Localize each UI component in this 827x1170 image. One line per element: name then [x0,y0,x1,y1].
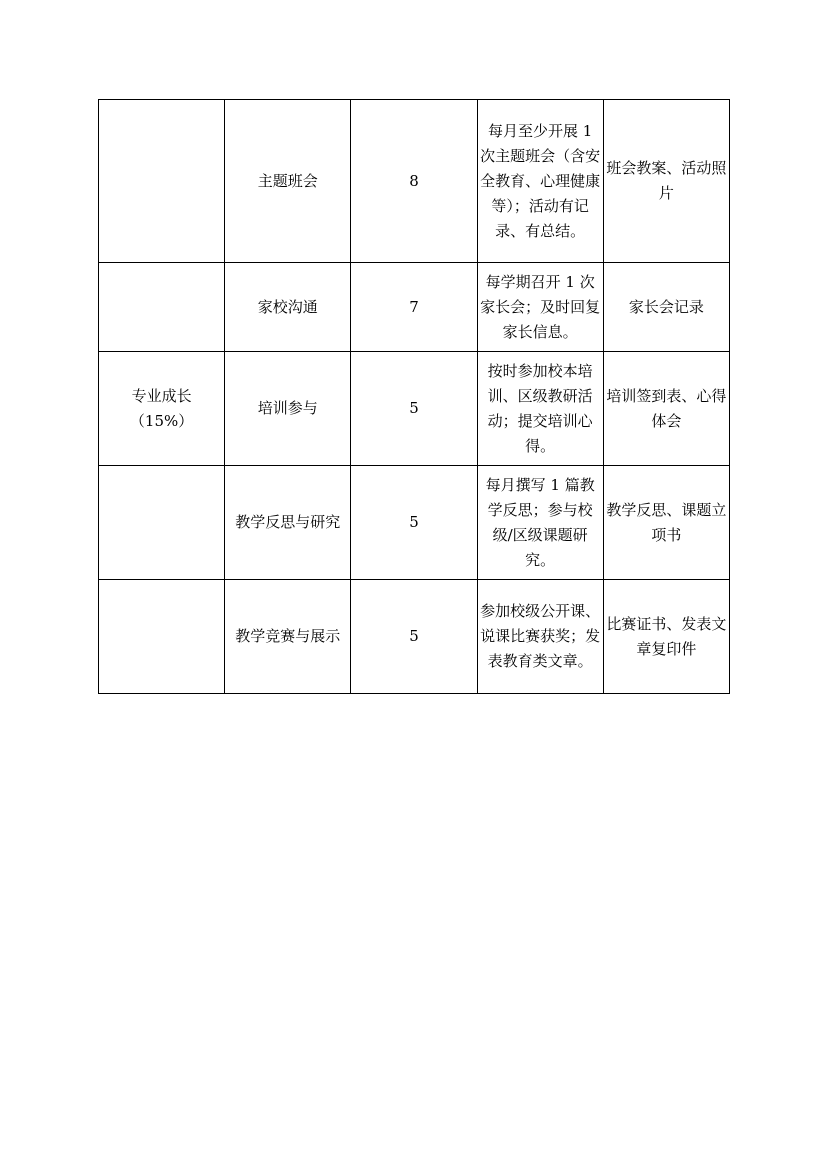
score-cell: 5 [351,580,477,694]
requirement-cell: 每学期召开 1 次家长会；及时回复家长信息。 [477,263,603,352]
table-row [99,263,730,352]
table-row [99,100,730,263]
score-cell: 7 [351,263,477,352]
category-weight: （15%） [129,411,194,430]
evidence-cell: 比赛证书、发表文章复印件 [603,580,729,694]
category-cell [99,352,225,466]
category-name: 专业成长 [131,386,192,405]
evidence-cell: 家长会记录 [603,263,729,352]
table-row [99,466,730,580]
item-cell: 培训参与 [225,352,351,466]
requirement-cell: 按时参加校本培训、区级教研活动；提交培训心得。 [477,352,603,466]
category-cell [99,263,225,352]
evaluation-table [98,99,730,694]
score-cell: 8 [351,100,477,263]
item-cell: 教学竞赛与展示 [225,580,351,694]
evidence-cell: 培训签到表、心得体会 [603,352,729,466]
category-cell [99,580,225,694]
item-cell: 主题班会 [225,100,351,263]
score-cell: 5 [351,352,477,466]
item-cell: 家校沟通 [225,263,351,352]
score-cell: 5 [351,466,477,580]
category-cell [99,466,225,580]
category-cell [99,100,225,263]
table-row [99,352,730,466]
evidence-cell: 教学反思、课题立项书 [603,466,729,580]
item-cell: 教学反思与研究 [225,466,351,580]
requirement-cell: 参加校级公开课、说课比赛获奖；发表教育类文章。 [477,580,603,694]
requirement-cell: 每月撰写 1 篇教学反思；参与校级/区级课题研究。 [477,466,603,580]
table-row [99,580,730,694]
evidence-cell: 班会教案、活动照片 [603,100,729,263]
requirement-cell: 每月至少开展 1 次主题班会（含安全教育、心理健康等）；活动有记录、有总结。 [477,100,603,263]
